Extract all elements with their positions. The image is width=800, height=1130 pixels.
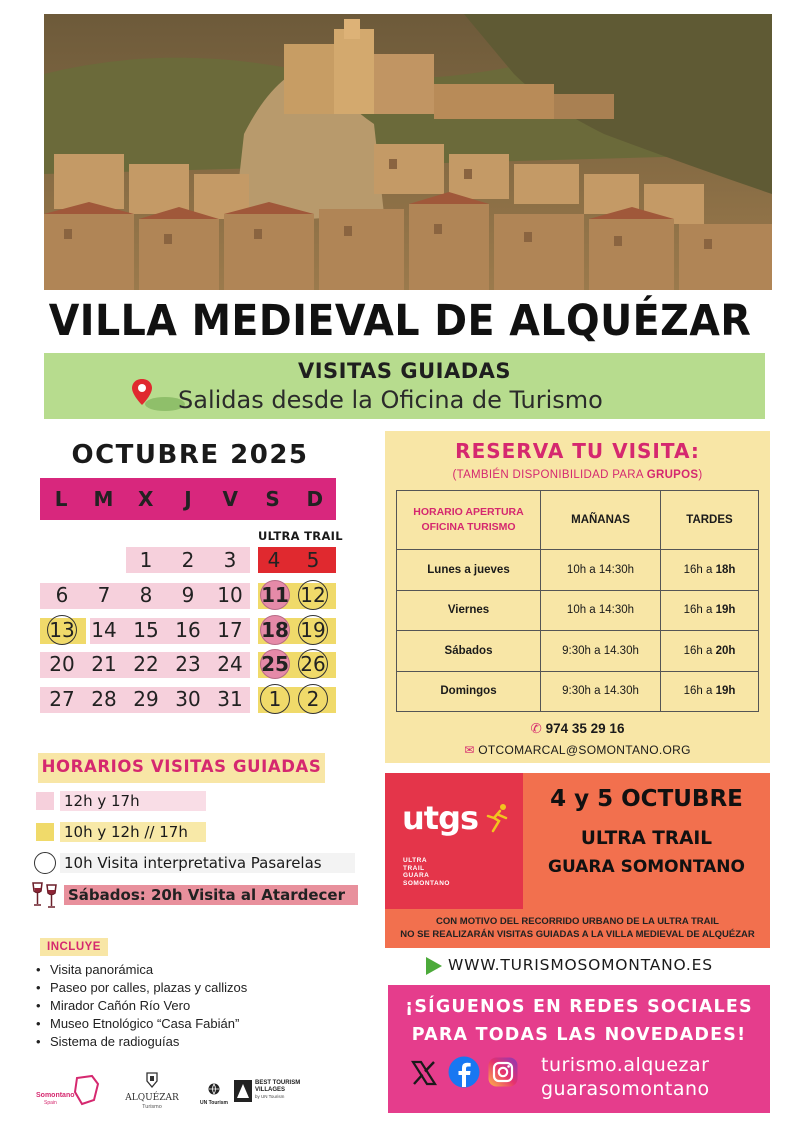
facebook-icon[interactable] [448, 1056, 480, 1088]
calendar-day: 20 [49, 652, 75, 676]
table-cell: 9:30h a 14.30h [541, 671, 661, 712]
table-cell: Viernes [397, 590, 541, 631]
somontano-map-icon [72, 1074, 102, 1106]
utgs-logo-text: utgs [402, 799, 479, 837]
includes-label: INCLUYE [40, 938, 108, 956]
table-row [397, 671, 759, 712]
table-cell: Domingos [397, 671, 541, 712]
pink-swatch [36, 792, 54, 810]
legend-yellow-text: 10h y 12h // 17h [60, 822, 206, 842]
table-cell: 16h a 19h [661, 590, 759, 631]
list-item: • Mirador Cañón Río Vero [36, 997, 247, 1015]
calendar-day: 21 [91, 652, 117, 676]
calendar-day: 11 [261, 583, 289, 607]
circle-swatch [34, 852, 56, 874]
list-item: • Sistema de radioguías [36, 1033, 247, 1051]
phone-icon: ✆ [530, 721, 542, 736]
page-title: VILLA MEDIEVAL DE ALQUÉZAR [48, 296, 752, 346]
legend-circle-text: 10h Visita interpretativa Pasarelas [60, 853, 355, 873]
legend-pink-text: 12h y 17h [60, 791, 206, 811]
table-row [397, 590, 759, 631]
table-cell: 10h a 14:30h [541, 550, 661, 591]
calendar-day: 29 [133, 687, 159, 711]
ultra-trail-notice: CON MOTIVO DEL RECORRIDO URBANO DE LA ULTRA TRAIL NO SE REALIZARÁN VISITAS GUIADAS A LA VILLA MEDIEVAL DE ALQUÉZAR [385, 909, 770, 948]
schedule-legend-title: HORARIOS VISITAS GUIADAS [41, 757, 322, 776]
calendar-day: 19 [300, 618, 326, 642]
calendar-day: 28 [91, 687, 117, 711]
table-cell: Sábados [397, 631, 541, 672]
utgs-logo-subtext: ULTRA TRAIL GUARA SOMONTANO [403, 857, 450, 887]
website-link[interactable]: WWW.TURISMOSOMONTANO.ES [448, 956, 713, 974]
phone-contact[interactable]: ✆ 974 35 29 16 [530, 721, 625, 736]
sponsor-logos: Somontano Spain ALQUÉZAR Turismo UN Tourism BEST TOURISM VILLAGES by UN Tourism [36, 1072, 336, 1116]
village-illustration [44, 14, 772, 290]
calendar-day: 6 [55, 583, 69, 607]
list-item: • Paseo por calles, plazas y callizos [36, 979, 247, 997]
calendar-day: 15 [133, 618, 159, 642]
globe-icon [208, 1083, 220, 1095]
guided-visits-banner [44, 353, 765, 419]
calendar-day: 7 [97, 583, 111, 607]
calendar-day: 16 [175, 618, 201, 642]
weekday-label: X [137, 487, 154, 511]
table-row [397, 550, 759, 591]
ultra-trail-banner [385, 773, 770, 909]
list-item: • Museo Etnológico “Casa Fabián” [36, 1015, 247, 1033]
runner-icon [485, 803, 511, 833]
ultra-trail-info [523, 773, 770, 909]
calendar-day: 5 [306, 548, 320, 572]
hero-photo-alquezar [44, 14, 772, 290]
envelope-icon: ✉ [464, 743, 475, 757]
includes-list [36, 961, 247, 1051]
calendar-day: 14 [91, 618, 117, 642]
social-handle-instagram[interactable]: turismo.alquezar [541, 1054, 710, 1076]
calendar-day: 1 [139, 548, 153, 572]
table-cell: 16h a 18h [661, 550, 759, 591]
table-cell: 16h a 19h [661, 671, 759, 712]
calendar-day: 22 [133, 652, 159, 676]
weekday-label: L [54, 487, 68, 511]
calendar-day: 31 [217, 687, 243, 711]
legend-sunset-text: Sábados: 20h Visita al Atardecer [64, 885, 358, 905]
calendar-day: 9 [181, 583, 195, 607]
reservation-panel [385, 431, 770, 763]
calendar-day-next-month: 2 [306, 687, 320, 711]
social-handle-facebook[interactable]: guarasomontano [541, 1078, 710, 1100]
table-cell: 16h a 20h [661, 631, 759, 672]
alquezar-logo: ALQUÉZAR Turismo [118, 1072, 186, 1110]
calendar-day: 25 [261, 652, 289, 676]
x-twitter-icon[interactable] [410, 1059, 438, 1087]
calendar-day: 30 [175, 687, 201, 711]
yellow-swatch [36, 823, 54, 841]
reservation-subtitle: (TAMBIÉN DISPONIBILIDAD PARA GRUPOS) [452, 469, 703, 481]
calendar-day: 27 [49, 687, 75, 711]
calendar-day: 23 [175, 652, 201, 676]
calendar-day: 12 [300, 583, 326, 607]
calendar-day: 3 [223, 548, 237, 572]
table-header-cell: MAÑANAS [541, 491, 661, 550]
table-header-cell: HORARIO APERTURA OFICINA TURISMO [397, 491, 541, 550]
play-arrow-icon [426, 957, 442, 975]
weekday-label: J [184, 487, 192, 511]
social-heading-line1: ¡SÍGUENOS EN REDES SOCIALES [405, 997, 753, 1017]
calendar-day: 10 [217, 583, 243, 607]
ultra-trail-name-line2: GUARA SOMONTANO [548, 857, 745, 877]
weekday-label: D [306, 487, 324, 511]
office-hours-table [396, 490, 759, 712]
calendar-day-next-month: 1 [268, 687, 282, 711]
table-header-cell: TARDES [661, 491, 759, 550]
un-tourism-logo: UN Tourism [198, 1082, 230, 1106]
list-item: • Visita panorámica [36, 961, 247, 979]
weekday-label: S [265, 487, 280, 511]
calendar-day: 17 [217, 618, 243, 642]
calendar-day: 13 [49, 618, 75, 642]
social-heading-line2: PARA TODAS LAS NOVEDADES! [411, 1025, 747, 1045]
wine-glasses-icon [30, 880, 60, 910]
calendar-title: OCTUBRE 2025 [71, 440, 309, 470]
guided-visits-heading: VISITAS GUIADAS [297, 359, 512, 383]
weekday-label: V [222, 487, 238, 511]
calendar-day: 24 [217, 652, 243, 676]
calendar-day: 8 [139, 583, 153, 607]
social-media-panel [388, 985, 770, 1113]
guided-visits-subtitle: Salidas desde la Oficina de Turismo [178, 386, 603, 414]
calendar-day: 4 [267, 548, 281, 572]
calendar-day: 18 [261, 618, 289, 642]
email-contact[interactable]: ✉ OTCOMARCAL@SOMONTANO.ORG [464, 743, 691, 757]
alquezar-shield-icon [144, 1072, 160, 1088]
calendar-day: 2 [181, 548, 195, 572]
calendar-day: 26 [300, 652, 326, 676]
villages-icon [234, 1080, 252, 1102]
table-row [397, 631, 759, 672]
reservation-title: RESERVA TU VISITA: [455, 439, 700, 463]
ultra-trail-label: ULTRA TRAIL [258, 529, 343, 543]
instagram-icon[interactable] [488, 1057, 518, 1087]
ultra-trail-name-line1: ULTRA TRAIL [580, 828, 713, 849]
table-header-row [397, 491, 759, 550]
table-cell: 9:30h a 14.30h [541, 631, 661, 672]
ultra-trail-date: 4 y 5 OCTUBRE [550, 786, 743, 812]
utgs-logo [385, 773, 523, 909]
table-cell: 10h a 14:30h [541, 590, 661, 631]
table-cell: Lunes a jueves [397, 550, 541, 591]
weekday-label: M [93, 487, 114, 511]
calendar-weekday-header [40, 478, 336, 520]
